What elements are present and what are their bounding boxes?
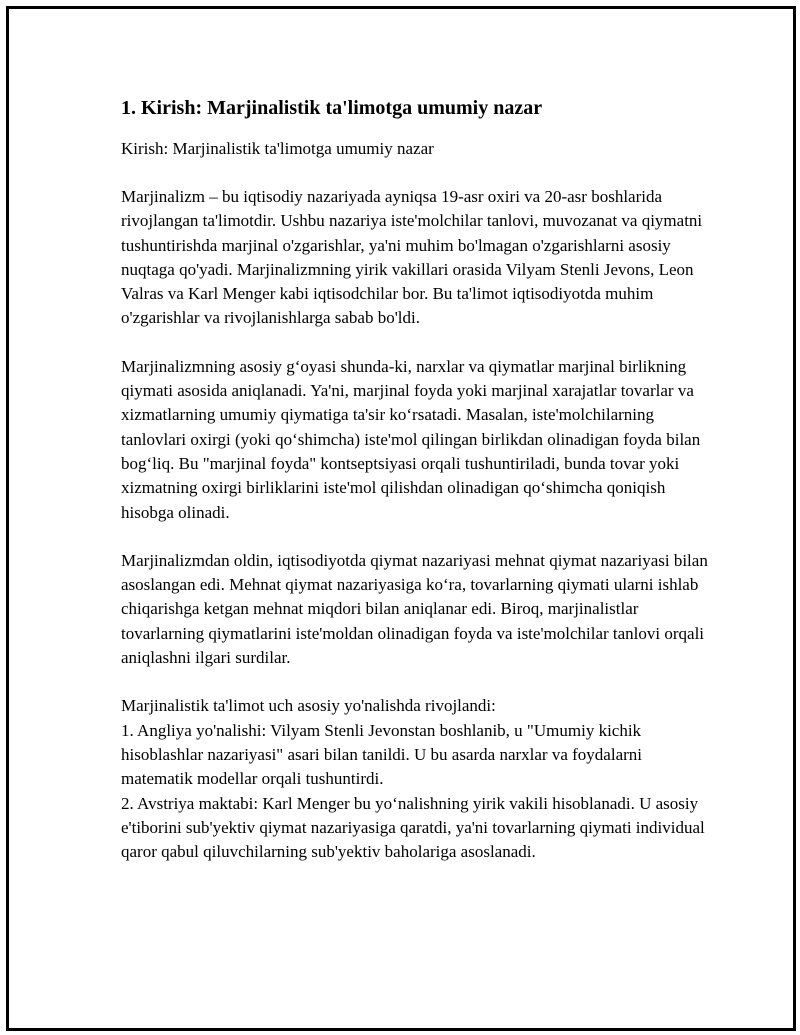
list-item-england: 1. Angliya yo'nalishi: Vilyam Stenli Jevonstan boshlanib, u "Umumiy kichik hisoblashlar nazariyasi" asari bilan tanildi. U bu asarda narxlar va foydalarni matematik modellar orqali tushuntirdi. (121, 720, 642, 789)
section-subtitle: Kirish: Marjinalistik ta'limotga umumiy nazar (121, 139, 434, 158)
page-title: 1. Kirish: Marjinalistik ta'limotga umumiy nazar (121, 97, 543, 119)
paragraph-main-idea: Marjinalizmning asosiy g‘oyasi shunda-ki, narxlar va qiymatlar marjinal birlikning qiymati asosida aniqlanadi. Ya'ni, marjinal foyda yoki marjinal xarajatlar tovarlar va xizmatlarning umumiy qiymatiga ta'sir ko‘rsatadi. Masalan, iste'molchilarning tanlovlari oxirgi (yoki qo‘shimcha) iste'mol qilingan birlikdan olinadigan foyda bilan bog‘liq. Bu "marjinal foyda" kontseptsiyasi orqali tushuntiriladi, bunda tovar yoki xizmatning oxirgi birliklarini iste'mol qilishdan olinadigan qo‘shimcha qoniqish hisobga olinadi. (121, 356, 701, 522)
list-intro: Marjinalistik ta'limot uch asosiy yo'nalishda rivojlandi: (121, 696, 496, 716)
page-border (6, 6, 796, 1031)
paragraph-history: Marjinalizmdan oldin, iqtisodiyotda qiymat nazariyasi mehnat qiymat nazariyasi bilan asoslangan edi. Mehnat qiymat nazariyasiga ko‘ra, tovarlarning qiymati ularni ishlab chiqarishga ketgan mehnat miqdori bilan aniqlanar edi. Biroq, marjinalistlar tovarlarning qiymatlarini iste'moldan olinadigan foyda va iste'molchilar tanlovi orqali aniqlashni ilgari surdilar. (121, 550, 708, 668)
document-body (121, 95, 711, 864)
paragraph-intro: Marjinalizm – bu iqtisodiy nazariyada ayniqsa 19-asr oxiri va 20-asr boshlarida rivojlangan ta'limotdir. Ushbu nazariya iste'molchilar tanlovi, muvozanat va qiymatni tushuntirishda marjinal o'zgarishlar, ya'ni muhim bo'lmagan o'zgarishlarni asosiy nuqtaga qo'yadi. Marjinalizmning yirik vakillari orasida Vilyam Stenli Jevons, Leon Valras va Karl Menger kabi iqtisodchilar bor. Bu ta'limot iqtisodiyotda muhim o'zgarishlar va rivojlanishlarga sabab bo'ldi. (121, 187, 703, 328)
list-item-austria: 2. Avstriya maktabi: Karl Menger bu yo‘nalishning yirik vakili hisoblanadi. U asosiy e'tiborini sub'yektiv qiymat nazariyasiga qaratdi, ya'ni tovarlarning qiymati individual qaror qabul qiluvchilarning sub'yektiv baholariga asoslanadi. (121, 793, 705, 862)
directions-list (121, 694, 711, 864)
